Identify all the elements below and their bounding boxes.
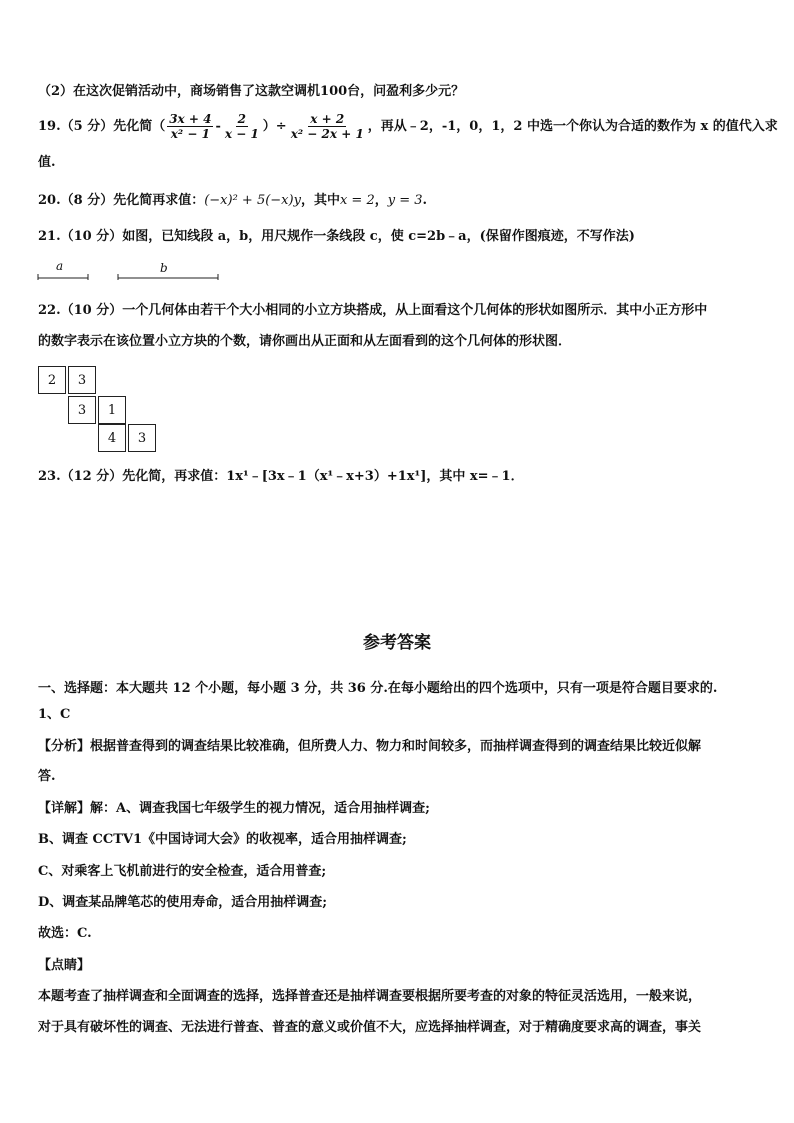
comment-line-1: 本题考查了抽样调查和全面调查的选择，选择普查还是抽样调查要根据所要考查的对象的特征灵活选用，一般来说，	[38, 989, 702, 1004]
comment-line-2: 对于具有破坏性的调查、无法进行普查、普查的意义或价值不大，应选择抽样调查，对于精确度要求高的调查，事关	[38, 1020, 702, 1035]
detail-b: B、调查 CCTV1《中国诗词大会》的收视率，适合用抽样调查;	[38, 832, 407, 847]
question-22-line-2: 的数字表示在该位置小立方块的个数，请你画出从正面和从左面看到的这个几何体的形状图．	[38, 334, 572, 349]
fraction-3	[289, 112, 366, 141]
q20-y-value: y = 3	[387, 193, 423, 208]
q19-prefix: 19.（5 分）先化简（	[38, 119, 166, 134]
analysis-line-1: 【分析】根据普查得到的调查结果比较准确，但所费人力、物力和时间较多，而抽样调查得到的调查结果比较近似解	[38, 739, 702, 754]
grid-cell: 3	[68, 396, 96, 424]
minus-sign: -	[215, 119, 221, 134]
choice-line: 故选：C.	[38, 926, 92, 941]
question-22-line-1: 22.（10 分）一个几何体由若干个大小相同的小立方块搭成，从上面看这个几何体的形状如图所示．其中小正方形中	[38, 303, 708, 318]
grid-cell: 3	[128, 424, 156, 452]
question-18-part-2: （2）在这次促销活动中，商场销售了这款空调机100台，问盈利多少元？	[38, 84, 465, 99]
q20-prefix: 20.（8 分）先化简再求值：	[38, 193, 205, 208]
grid-cell: 3	[68, 366, 96, 394]
analysis-line-2: 答.	[38, 769, 56, 784]
fraction-1	[167, 112, 213, 141]
grid-cell: 4	[98, 424, 126, 452]
fraction-1-numerator: 3x + 4	[169, 112, 212, 126]
grid-cell: 1	[98, 396, 126, 424]
grid-cell: 2	[38, 366, 66, 394]
q20-end: .	[422, 193, 428, 208]
question-19	[38, 112, 778, 142]
fraction-2	[223, 112, 261, 141]
comment-title: 【点睛】	[38, 958, 91, 973]
segments-figure	[30, 254, 230, 286]
question-21: 21.（10 分）如图，已知线段 a，b，用尺规作一条线段 c，使 c=2b﹣a，(保留作图痕迹，不写作法)	[38, 229, 635, 244]
fraction-2-numerator: 2	[237, 112, 247, 126]
detail-c: C、对乘客上飞机前进行的安全检查，适合用普查;	[38, 864, 327, 879]
detail-a: 【详解】解：A、调查我国七年级学生的视力情况，适合用抽样调查;	[38, 801, 430, 816]
q20-mid: ，其中	[300, 193, 340, 208]
detail-d: D、调查某品牌笔芯的使用寿命，适合用抽样调查;	[38, 895, 328, 910]
q20-separator: ，	[374, 193, 388, 208]
fraction-3-denominator: x² − 2x + 1	[290, 127, 364, 141]
fraction-1-denominator: x² − 1	[170, 127, 210, 141]
answer-1: 1、C	[38, 707, 71, 722]
q19-suffix: ，再从﹣2，-1，0，1，2 中选一个你认为合适的数作为 x 的值代入求	[367, 119, 778, 134]
section-1-intro: 一、选择题：本大题共 12 个小题，每小题 3 分，共 36 分.在每小题给出的四个选项中，只有一项是符合题目要求的.	[38, 681, 718, 696]
segment-b-label: b	[160, 261, 168, 275]
answers-heading: 参考答案	[363, 633, 431, 653]
q20-expression: (−x)² + 5(−x)y	[204, 193, 301, 208]
division-sign: ）÷	[262, 119, 287, 134]
question-23: 23.（12 分）先化简，再求值：1x¹﹣[3x﹣1（x¹﹣x+3）+1x¹]，其中 x=﹣1．	[38, 469, 524, 484]
question-20	[38, 192, 427, 210]
fraction-3-numerator: x + 2	[310, 112, 345, 126]
segment-a-label: a	[56, 259, 64, 273]
question-19-line-2: 值.	[38, 155, 56, 170]
fraction-2-denominator: x − 1	[224, 127, 259, 141]
q20-x-value: x = 2	[339, 193, 375, 208]
